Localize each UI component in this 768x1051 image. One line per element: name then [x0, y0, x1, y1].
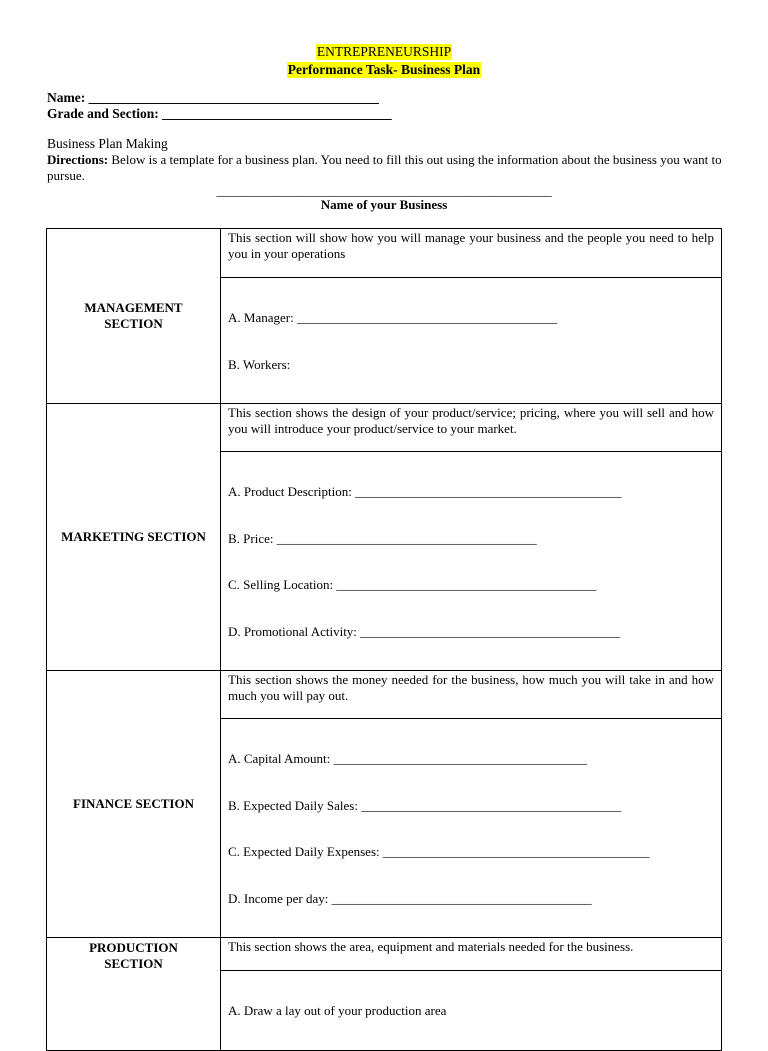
- finance-row: [47, 671, 722, 719]
- management-description: This section will show how you will manage your business and the people you need to help you in your operations: [221, 229, 722, 278]
- marketing-row: [47, 404, 722, 452]
- promotional-activity-field[interactable]: D. Promotional Activity: ________________________________________: [228, 623, 621, 639]
- marketing-fields[interactable]: [221, 452, 722, 671]
- management-section-title: MANAGEMENT SECTION: [47, 229, 221, 404]
- capital-amount-field[interactable]: A. Capital Amount: _______________________________________: [228, 751, 587, 766]
- production-description: This section shows the area, equipment and materials needed for the business.: [221, 938, 722, 971]
- business-plan-table: [46, 228, 722, 1051]
- section-heading: Business Plan Making: [47, 136, 168, 151]
- marketing-description: This section shows the design of your product/service; pricing, where you will sell and how you will introduce your product/service to your market.: [221, 404, 722, 452]
- manager-field[interactable]: A. Manager: ________________________________________: [228, 310, 557, 325]
- finance-description: This section shows the money needed for the business, how much you will take in and how much you will pay out.: [221, 671, 722, 719]
- directions-text: Below is a template for a business plan. You need to fill this out using the information about the business you want to pursue.: [47, 152, 722, 183]
- name-blank: ___________________________________________: [88, 90, 379, 105]
- selling-location-field[interactable]: C. Selling Location: ________________________________________: [228, 577, 597, 592]
- name-field[interactable]: [47, 90, 379, 106]
- business-name-blank[interactable]: ______________________________________________________: [216, 183, 552, 198]
- grade-label: Grade and Section:: [47, 106, 159, 121]
- directions-paragraph: [47, 152, 727, 183]
- production-drawing-area[interactable]: [221, 971, 722, 1051]
- workers-field[interactable]: B. Workers:: [228, 356, 291, 372]
- production-layout-prompt: A. Draw a lay out of your production area: [228, 1003, 447, 1018]
- task-title: Performance Task- Business Plan: [287, 62, 481, 77]
- production-section-title: PRODUCTION SECTION: [47, 938, 221, 1051]
- management-fields[interactable]: [221, 278, 722, 404]
- income-per-day-field[interactable]: D. Income per day: ________________________________________: [228, 890, 592, 906]
- directions-label: Directions:: [47, 152, 109, 167]
- finance-section-title: FINANCE SECTION: [47, 671, 221, 938]
- expected-daily-sales-field[interactable]: B. Expected Daily Sales: ________________________________________: [228, 797, 622, 813]
- grade-blank: __________________________________: [162, 106, 392, 121]
- production-row: [47, 938, 722, 971]
- expected-daily-expenses-field[interactable]: C. Expected Daily Expenses: _________________________________________: [228, 844, 650, 859]
- business-name-label: Name of your Business: [320, 197, 448, 212]
- price-field[interactable]: B. Price: ________________________________________: [228, 530, 537, 546]
- grade-section-field[interactable]: [47, 106, 392, 122]
- finance-fields[interactable]: [221, 719, 722, 938]
- document-title: [0, 43, 768, 79]
- marketing-section-title: MARKETING SECTION: [47, 404, 221, 671]
- management-row: [47, 229, 722, 278]
- subject-title: ENTREPRENEURSHIP: [316, 44, 452, 59]
- name-label: Name:: [47, 90, 86, 105]
- product-description-field[interactable]: A. Product Description: _________________________________________: [228, 484, 622, 499]
